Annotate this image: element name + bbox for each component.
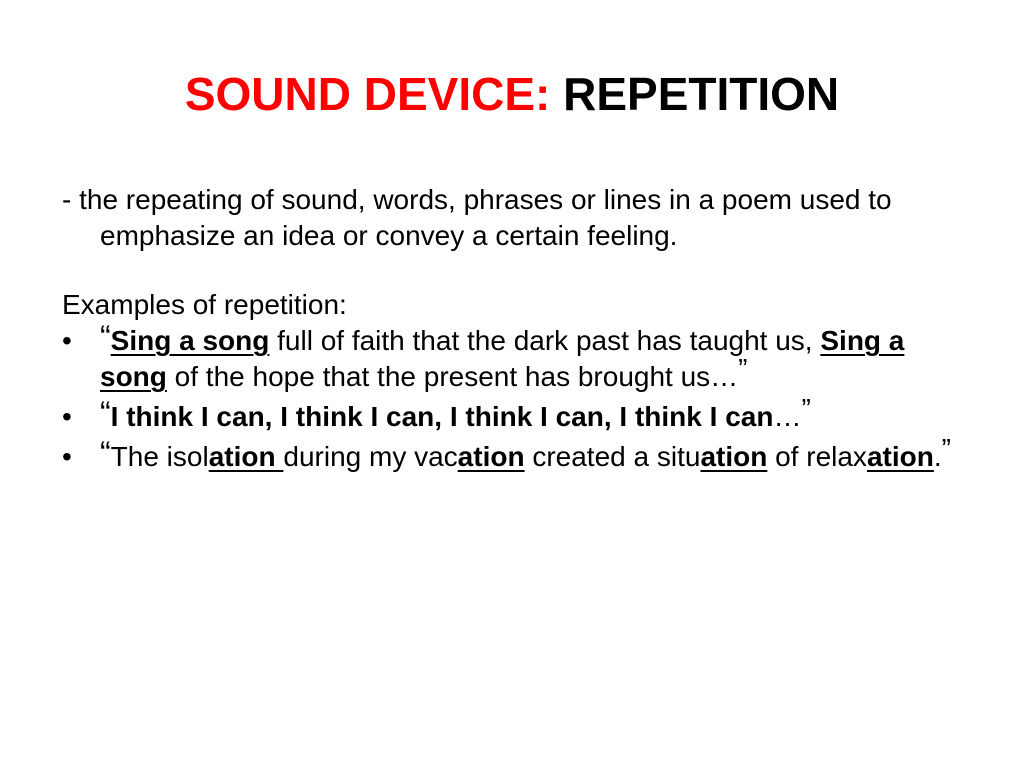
title-term: REPETITION	[563, 68, 840, 120]
open-quote: “	[100, 395, 111, 431]
example-text: during my vac	[283, 441, 458, 472]
bullet-icon: •	[62, 441, 72, 472]
ellipsis: …	[773, 401, 802, 432]
examples-heading: Examples of repetition:	[62, 289, 347, 320]
example-text: created a situ	[524, 441, 701, 472]
example-text: of relax	[767, 441, 867, 472]
example-text: of the hope that the present has brought us…	[166, 361, 739, 392]
definition-text: - the repeating of sound, words, phrases or lines in a poem used to emphasize an idea or convey a certain feeling.	[62, 184, 892, 251]
close-quote: ”	[738, 353, 748, 384]
examples-list	[62, 319, 962, 475]
open-quote: “	[100, 435, 111, 471]
repeated-phrase: Sing a song	[110, 325, 270, 356]
slide-body	[62, 182, 962, 479]
example-text: .	[933, 441, 942, 472]
repeated-sound: ation	[700, 441, 768, 472]
example-text: full of faith that the dark past has taught us,	[269, 325, 821, 356]
example-item-2	[62, 393, 962, 435]
repeated-sound: ation	[208, 441, 284, 472]
bullet-icon: •	[62, 325, 72, 356]
open-quote: “	[100, 319, 111, 355]
repeated-sound: ation	[457, 441, 525, 472]
repeated-sound: ation	[866, 441, 934, 472]
bullet-icon: •	[62, 401, 72, 432]
close-quote: ”	[941, 433, 951, 464]
example-text: The isol	[110, 441, 209, 472]
repeated-phrase: Sing a song	[100, 325, 905, 392]
close-quote: ”	[801, 393, 811, 424]
example-item-3	[62, 433, 962, 475]
example-item-1	[62, 319, 962, 395]
title-label: SOUND DEVICE:	[184, 68, 551, 120]
example-text: I think I can, I think I can, I think I can, I think I can	[110, 401, 774, 432]
slide-title	[0, 62, 1024, 126]
